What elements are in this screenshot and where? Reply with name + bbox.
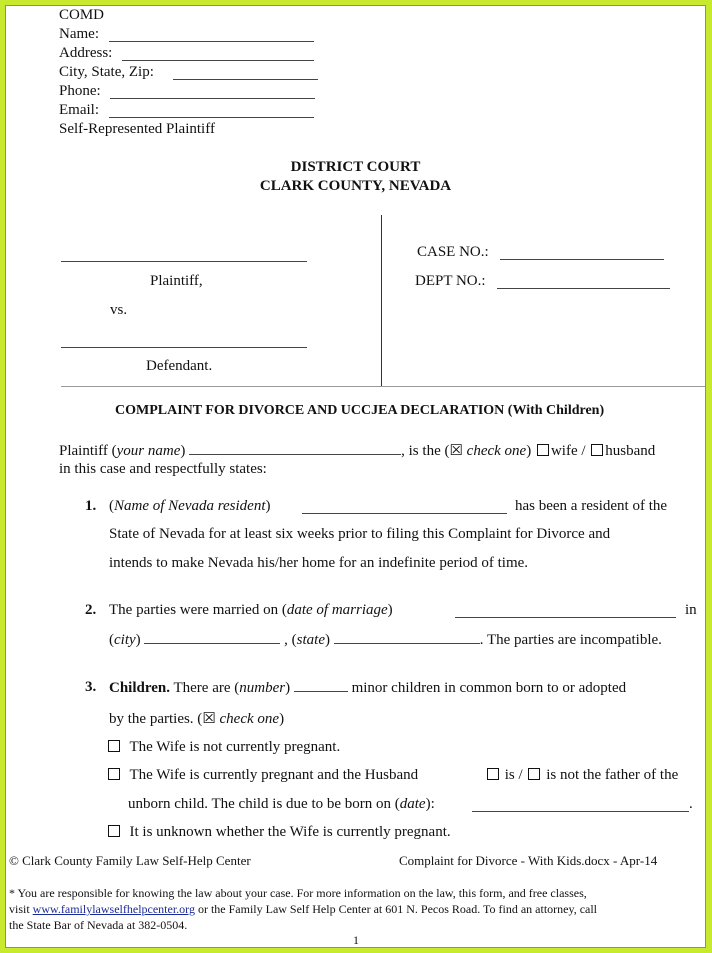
children-heading: Children. — [109, 680, 170, 696]
intro-line-2: in this case and respectfully states: — [59, 461, 267, 477]
item-3-check-one: check one — [219, 711, 280, 727]
not-pregnant-checkbox[interactable] — [108, 740, 120, 752]
pregnant-checkbox[interactable] — [108, 768, 120, 780]
email-label: Email: — [59, 102, 99, 118]
incompatible-text: The parties are incompatible. — [486, 632, 662, 648]
phone-label: Phone: — [59, 83, 101, 99]
item-1-line-2: State of Nevada for at least six weeks prior to filing this Complaint for Divorce and — [109, 526, 611, 542]
husband-is-father-checkbox[interactable] — [487, 768, 499, 780]
defendant-label: Defendant. — [146, 358, 213, 374]
item-3-line-1: Children. There are (number) minor children in common born to or adopted — [109, 680, 627, 696]
city-line[interactable] — [144, 631, 280, 644]
comd-label: COMD — [59, 7, 105, 23]
there-are-text: There are ( — [173, 680, 240, 696]
footer-note-line-3: the State Bar of Nevada at 382-0504. — [9, 918, 188, 932]
self-represented-label: Self-Represented Plaintiff — [59, 121, 215, 137]
pregnancy-option-1 — [106, 739, 340, 756]
plaintiff-label: Plaintiff, — [150, 273, 203, 289]
city-hint: city — [114, 632, 136, 648]
nevada-resident-line[interactable] — [302, 513, 507, 514]
page-number: 1 — [353, 933, 359, 947]
pregnant-label: The Wife is currently pregnant and the Husband — [129, 767, 419, 783]
self-help-center-link[interactable]: www.familylawselfhelpcenter.org — [32, 902, 195, 916]
item-1-line-1: (Name of Nevada resident) — [109, 498, 271, 514]
intro-line-1: Plaintiff (your name) , is the (☒ check one) wife / husband — [59, 443, 656, 459]
due-date-text: unborn child. The child is due to be born on ( — [128, 796, 400, 812]
footer-note-line-2 — [9, 902, 597, 917]
item-2-close-paren: ) — [387, 602, 393, 618]
court-county: CLARK COUNTY, NEVADA — [259, 178, 452, 194]
number-hint: number — [239, 680, 286, 696]
visit-text: visit — [9, 902, 30, 916]
intro-close-paren: ) — [180, 443, 186, 459]
name-label: Name: — [59, 26, 99, 42]
father-is-option — [485, 767, 678, 784]
address-label: Address: — [59, 45, 113, 61]
footer-doc-name: Complaint for Divorce - With Kids.docx - Apr-14 — [399, 853, 658, 868]
date-hint: date — [399, 796, 426, 812]
due-date-line[interactable] — [472, 811, 689, 812]
husband-label: husband — [605, 443, 656, 459]
nevada-resident-hint: Name of Nevada resident — [114, 498, 266, 514]
number-of-children-line[interactable] — [294, 679, 348, 692]
state-hint: state — [296, 632, 325, 648]
item-1-number: 1. — [85, 498, 97, 514]
pecos-road-text: or the Family Law Self Help Center at 601 N. Pecos Road. To find an attorney, call — [197, 902, 598, 916]
item-1-line-1-end: has been a resident of the — [515, 498, 668, 514]
caption-bottom-rule — [61, 386, 705, 387]
item-3-line-2: by the parties. (☒ check one) — [109, 711, 285, 727]
pregnancy-option-3 — [106, 824, 451, 841]
document-page — [5, 5, 706, 948]
not-pregnant-label: The Wife is not currently pregnant. — [129, 739, 341, 755]
case-no-label: CASE NO.: — [417, 244, 489, 260]
case-no-line[interactable] — [500, 259, 664, 260]
pregnancy-option-2-line-2 — [128, 796, 435, 813]
dept-no-label: DEPT NO.: — [415, 273, 486, 289]
by-the-parties-text: by the parties. ( — [109, 711, 203, 727]
vs-label: vs. — [110, 302, 128, 318]
unknown-pregnancy-label: It is unknown whether the Wife is currently pregnant. — [129, 824, 451, 840]
state-line[interactable] — [334, 631, 480, 644]
phone-line[interactable] — [110, 98, 315, 99]
intro-is-the: , is the ( — [401, 443, 450, 459]
dept-no-line[interactable] — [497, 288, 670, 289]
city-state-zip-label: City, State, Zip: — [59, 64, 154, 80]
date-of-marriage-hint: date of marriage — [286, 602, 388, 618]
address-line[interactable] — [122, 60, 314, 61]
item-2-line-1 — [109, 602, 393, 619]
defendant-name-line[interactable] — [61, 347, 307, 348]
city-state-zip-line[interactable] — [173, 79, 318, 80]
court-name: DISTRICT COURT — [290, 159, 421, 175]
husband-checkbox[interactable] — [591, 444, 603, 456]
intro-plaintiff: Plaintiff ( — [59, 443, 117, 459]
item-2-line-2: (city) , (state) . The parties are incompatible. — [109, 632, 662, 648]
item-2-number: 2. — [85, 602, 97, 618]
is-label: is / — [504, 767, 523, 783]
item-2-married-on: The parties were married on ( — [109, 602, 287, 618]
footer-copyright: © Clark County Family Law Self-Help Center — [9, 853, 251, 868]
caption-divider — [381, 215, 382, 387]
pregnancy-option-2 — [106, 767, 418, 784]
wife-label: wife / — [550, 443, 586, 459]
document-title: COMPLAINT FOR DIVORCE AND UCCJEA DECLARATION (With Children) — [115, 403, 605, 418]
your-name-line[interactable] — [189, 442, 401, 455]
plaintiff-name-line[interactable] — [61, 261, 307, 262]
date-of-marriage-line[interactable] — [455, 617, 676, 618]
item-2-in: in — [685, 602, 697, 618]
item-3-number: 3. — [85, 679, 97, 695]
due-date-period: . — [689, 796, 693, 812]
item-1-line-3: intends to make Nevada his/her home for an indefinite period of time. — [109, 555, 529, 571]
due-date-close: ): — [425, 796, 435, 812]
wife-checkbox[interactable] — [537, 444, 549, 456]
intro-check-one: check one — [466, 443, 527, 459]
intro-your-name: your name — [116, 443, 181, 459]
unknown-pregnancy-checkbox[interactable] — [108, 825, 120, 837]
name-line[interactable] — [109, 41, 314, 42]
minor-children-text: minor children in common born to or adopted — [351, 680, 627, 696]
email-line[interactable] — [109, 117, 314, 118]
footer-note-line-1: * You are responsible for knowing the law about your case. For more information on the law, this form, and free classes, — [9, 886, 587, 900]
is-not-father-label: is not the father of the — [546, 767, 679, 783]
husband-is-not-father-checkbox[interactable] — [528, 768, 540, 780]
